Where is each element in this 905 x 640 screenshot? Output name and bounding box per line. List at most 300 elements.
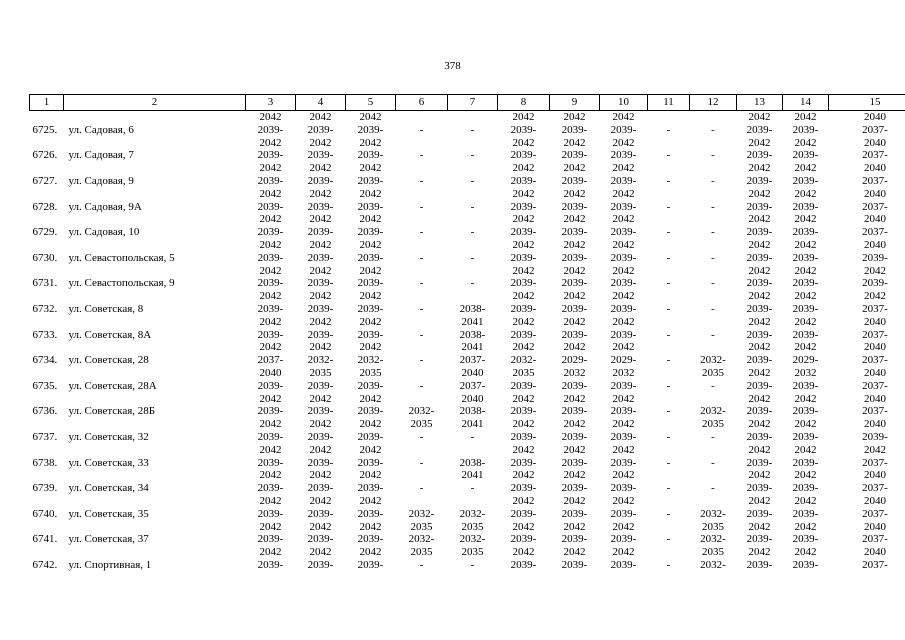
table-cell [296,201,346,227]
table-cell [690,508,737,534]
cell-year-end: 2042 [259,469,282,482]
table-cell [448,431,498,457]
table-cell [600,226,648,252]
cell-year-end: 2040 [864,520,886,533]
table-cell [829,303,905,329]
table-cell [448,124,498,150]
cell-year-start: - [666,507,671,520]
table-cell [737,303,783,329]
table-cell [690,380,737,406]
table-cell [690,559,737,585]
table-cell [600,175,648,201]
cell-year-end [648,572,690,585]
cell-year-end: 2042 [512,162,535,175]
table-cell [550,277,600,303]
cell-year-end: 2042 [563,546,586,559]
table-cell [246,380,296,406]
cell-year-end: 2042 [748,366,771,379]
column-header: 4 [296,95,346,111]
cell-year-start: 2039- [257,558,284,571]
cell-year-start: 2039- [510,328,537,341]
table-cell [246,124,296,150]
table-cell [246,533,296,559]
row-number: 6726. [32,149,58,162]
cell-year-end [690,137,737,150]
cell-year-start: 2039- [792,328,819,341]
row-number: 6728. [32,200,58,213]
cell-year-start: 2039- [307,430,334,443]
cell-year-start: 2039- [862,251,888,264]
table-row [30,405,905,431]
cell-year-end: 2042 [309,187,332,200]
cell-year-start: 2039- [561,533,588,546]
table-cell: 2042 [259,111,282,123]
table-cell [600,431,648,457]
table-cell [396,175,448,201]
cell-year-start: 2039- [792,456,819,469]
cell-year-end: 2042 [794,494,817,507]
table-cell [783,559,829,585]
cell-year-start: - [666,558,671,571]
table-cell [690,277,737,303]
table-cell [498,201,550,227]
cell-year-end: 2042 [563,290,586,303]
column-header: 7 [448,95,498,111]
cell-year-start: 2039- [792,507,819,520]
cell-year-end: 2042 [794,392,817,405]
cell-year-start: - [666,482,671,495]
table-cell [690,303,737,329]
table-cell [396,226,448,252]
row-number: 6737. [32,430,58,443]
cell-year-end: 2042 [259,290,282,303]
cell-year-start: 2039- [610,482,637,495]
table-cell [448,329,498,355]
cell-year-start: 2039- [510,430,537,443]
cell-year-end: 2042 [359,136,382,149]
cell-year-end: 2042 [612,546,635,559]
address-cell: ул. Садовая, 7 [68,149,134,162]
cell-year-end: 2042 [512,264,535,277]
cell-year-end: 2042 [612,520,635,533]
table-cell [550,380,600,406]
cell-year-end: 2040 [864,213,886,226]
table-cell [783,277,829,303]
cell-year-end [690,444,737,457]
table-cell [783,201,829,227]
table-cell [737,457,783,483]
cell-year-start: - [470,251,475,264]
cell-year-end [448,137,498,150]
cell-year-start: - [419,354,424,367]
cell-year-end: 2042 [512,520,535,533]
cell-year-end [296,572,346,585]
table-cell [396,124,448,150]
table-cell [737,329,783,355]
column-header: 11 [648,95,690,111]
table-cell [296,329,346,355]
cell-year-start: 2039- [746,558,773,571]
cell-year-start: - [470,200,475,213]
table-cell [296,277,346,303]
cell-year-end: 2035 [702,418,724,431]
cell-year-start: 2039- [257,328,284,341]
cell-year-end: 2042 [309,315,332,328]
cell-year-start: 2039- [257,302,284,315]
table-cell [648,252,690,278]
table-cell [829,124,905,150]
cell-year-end: 2042 [309,341,332,354]
cell-year-start: 2039- [357,507,384,520]
cell-year-start: - [419,149,424,162]
cell-year-start: 2039- [357,533,384,546]
table-cell [246,508,296,534]
table-cell [737,149,783,175]
table-cell [783,405,829,431]
cell-year-start: 2039- [746,251,773,264]
cell-year-end: 2040 [864,494,886,507]
cell-year-end [396,341,448,354]
table-cell [648,201,690,227]
cell-year-end: 2042 [612,136,635,149]
table-row [30,201,905,227]
table-cell [296,482,346,508]
cell-year-start: 2037- [459,354,486,367]
table-cell [690,124,737,150]
cell-year-start: 2039- [610,456,637,469]
cell-year-start: - [711,226,715,239]
table-cell [600,508,648,534]
table-cell [690,329,737,355]
address-cell: ул. Советская, 8 [68,302,144,315]
cell-year-start: - [666,379,671,392]
cell-year-end: 2032 [794,366,817,379]
cell-year-start: - [711,200,715,213]
table-cell [550,431,600,457]
table-cell [783,303,829,329]
table-cell [737,175,783,201]
cell-year-start: 2039- [610,123,637,136]
table-cell [396,329,448,355]
cell-year-start: - [666,277,671,290]
cell-year-start: 2039- [307,174,334,187]
cell-year-start: 2039- [746,533,773,546]
cell-year-end: 2042 [612,290,635,303]
cell-year-start: 2039- [561,302,588,315]
cell-year-end: 2042 [612,418,635,431]
cell-year-end: 2042 [359,162,382,175]
cell-year-start: 2037- [459,379,486,392]
cell-year-end: 2042 [359,213,382,226]
cell-year-start: - [470,277,475,290]
cell-year-start: 2039- [561,430,588,443]
cell-year-start: 2039- [610,507,637,520]
table-cell [829,431,905,457]
cell-year-start: 2032- [700,354,726,367]
table-cell [246,431,296,457]
table-cell [296,124,346,150]
cell-year-end: 2042 [512,392,535,405]
cell-year-start: - [666,456,671,469]
cell-year-start: 2039- [257,379,284,392]
cell-year-start: 2037- [862,507,888,520]
table-cell [346,354,396,380]
table-cell [600,252,648,278]
cell-year-end: 2042 [748,213,771,226]
table-cell [396,252,448,278]
table-cell [648,405,690,431]
cell-year-end: 2042 [748,520,771,533]
cell-year-end [648,418,690,431]
cell-year-end: 2042 [359,520,382,533]
cell-year-start: - [419,251,424,264]
cell-year-end: 2042 [794,162,817,175]
cell-year-start: 2039- [510,149,537,162]
table-cell [648,380,690,406]
table-cell [498,226,550,252]
cell-year-start: 2037- [862,123,888,136]
cell-year-start: 2029- [792,354,819,367]
cell-year-end: 2042 [563,187,586,200]
cell-year-start: - [419,456,424,469]
column-header: 14 [783,95,829,111]
cell-year-start: 2039- [792,379,819,392]
table-cell: 2042 [359,111,382,123]
address-cell: ул. Советская, 33 [68,456,149,469]
table-cell [498,252,550,278]
cell-year-end: 2042 [612,315,635,328]
cell-year-start: 2032- [408,507,435,520]
table-cell [783,380,829,406]
cell-year-end: 2042 [259,136,282,149]
table-cell: 2042 [563,111,586,123]
cell-year-end [396,495,448,508]
cell-year-end [448,239,498,252]
cell-year-end: 2032 [563,366,586,379]
cell-year-end: 2042 [309,213,332,226]
table-cell [737,201,783,227]
cell-year-start: 2039- [610,430,637,443]
cell-year-start: - [711,251,715,264]
cell-year-start: 2039- [610,558,637,571]
cell-year-start: 2039- [307,251,334,264]
cell-year-start: 2039- [610,533,637,546]
table-cell: 2042 [309,111,332,123]
table-cell [498,354,550,380]
table-cell [346,508,396,534]
cell-year-start: - [666,174,671,187]
cell-year-end: 2042 [612,494,635,507]
cell-year-start: 2039- [792,482,819,495]
cell-year-end: 2042 [864,264,886,277]
table-cell [690,482,737,508]
table-cell [550,149,600,175]
table-cell [246,252,296,278]
cell-year-end [448,444,498,457]
table-cell [829,405,905,431]
cell-year-start: 2029- [561,354,588,367]
table-cell [246,329,296,355]
schedule-table-container [29,94,888,584]
cell-year-start: 2039- [746,379,773,392]
cell-year-end: 2042 [748,341,771,354]
cell-year-start: 2032- [459,507,486,520]
cell-year-end: 2042 [612,264,635,277]
cell-year-end: 2042 [748,162,771,175]
cell-year-end [396,137,448,150]
cell-year-end: 2042 [259,546,282,559]
table-cell [448,277,498,303]
cell-year-start: 2038- [459,456,486,469]
cell-year-end: 2042 [259,264,282,277]
cell-year-end: 2042 [748,187,771,200]
table-cell [498,533,550,559]
table-cell [296,405,346,431]
cell-year-end [498,572,550,585]
cell-year-start: 2039- [792,430,819,443]
cell-year-end: 2042 [612,162,635,175]
row-number: 6738. [32,456,58,469]
table-row [30,252,905,278]
cell-year-end: 2042 [259,213,282,226]
table-cell [600,303,648,329]
address-cell: ул. Садовая, 9 [68,174,134,187]
cell-year-start: - [419,379,424,392]
table-cell [690,533,737,559]
cell-year-end: 2042 [612,238,635,251]
table-cell [346,533,396,559]
cell-year-end [448,265,498,278]
cell-year-end [648,316,690,329]
cell-year-start: 2039- [792,251,819,264]
cell-year-start: 2039- [561,277,588,290]
cell-year-start: 2039- [746,200,773,213]
row-number: 6731. [32,277,58,290]
table-cell [246,175,296,201]
cell-year-start: 2039- [510,507,537,520]
table-cell [600,405,648,431]
cell-year-end [396,572,448,585]
cell-year-end [346,572,396,585]
table-cell [737,559,783,585]
cell-year-end: 2042 [864,443,886,456]
cell-year-end: 2042 [512,315,535,328]
cell-year-start: 2039- [357,302,384,315]
table-cell [829,380,905,406]
cell-year-start: 2039- [510,226,537,239]
table-cell [296,508,346,534]
table-row [30,457,905,483]
table-cell [648,354,690,380]
cell-year-end: 2042 [748,443,771,456]
table-cell [396,380,448,406]
cell-year-start: 2037- [862,200,888,213]
cell-year-start: 2039- [307,405,334,418]
table-cell [829,533,905,559]
table-cell [648,482,690,508]
cell-year-end [648,137,690,150]
cell-year-start: 2039- [561,507,588,520]
cell-year-end: 2041 [461,341,484,354]
cell-year-end: 2040 [461,366,484,379]
table-cell [550,201,600,227]
table-cell [829,482,905,508]
table-cell [346,405,396,431]
cell-year-end: 2042 [512,290,535,303]
cell-year-start: 2039- [357,405,384,418]
cell-year-start: 2039- [610,149,637,162]
cell-year-end: 2040 [259,366,282,379]
cell-year-end: 2042 [864,290,886,303]
cell-year-start: 2039- [746,456,773,469]
table-cell [498,508,550,534]
cell-year-end: 2040 [864,162,886,175]
cell-year-start: 2039- [357,251,384,264]
cell-year-end: 2035 [702,520,724,533]
cell-year-start: 2039- [561,200,588,213]
cell-year-start: 2039- [257,482,284,495]
table-cell [448,354,498,380]
cell-year-end [690,341,737,354]
cell-year-end: 2035 [702,366,724,379]
table-cell [448,482,498,508]
cell-year-end: 2042 [309,238,332,251]
cell-year-start: 2039- [561,456,588,469]
cell-year-end: 2035 [410,546,433,559]
table-row [30,380,905,406]
cell-year-start: 2032- [408,533,435,546]
table-cell: 2042 [748,111,771,123]
cell-year-start: 2039- [561,226,588,239]
cell-year-start: - [419,430,424,443]
cell-year-end: 2042 [563,520,586,533]
cell-year-end: 2042 [563,162,586,175]
cell-year-end [396,469,448,482]
table-cell [550,354,600,380]
table-cell [246,457,296,483]
cell-year-end: 2040 [864,136,886,149]
cell-year-start: - [419,226,424,239]
cell-year-start: 2039- [307,149,334,162]
table-row [30,354,905,380]
table-cell [346,559,396,585]
cell-year-end [648,521,690,534]
table-cell [498,559,550,585]
cell-year-end: 2041 [461,315,484,328]
cell-year-end: 2042 [748,418,771,431]
row-number: 6730. [32,251,58,264]
cell-year-start: 2039- [792,174,819,187]
cell-year-start: 2039- [561,379,588,392]
table-cell [737,354,783,380]
table-cell [346,124,396,150]
cell-year-end: 2042 [612,213,635,226]
cell-year-start: 2039- [307,558,334,571]
cell-year-start: - [666,251,671,264]
table-cell [600,482,648,508]
table-cell [396,277,448,303]
cell-year-start: 2039- [307,226,334,239]
table-cell [346,482,396,508]
cell-year-end: 2042 [512,341,535,354]
cell-year-start: 2039- [792,200,819,213]
cell-year-start: 2039- [561,405,588,418]
cell-year-start: 2039- [357,482,384,495]
cell-year-start: 2037- [862,226,888,239]
table-cell [246,354,296,380]
table-cell [648,431,690,457]
cell-year-end: 2042 [612,443,635,456]
